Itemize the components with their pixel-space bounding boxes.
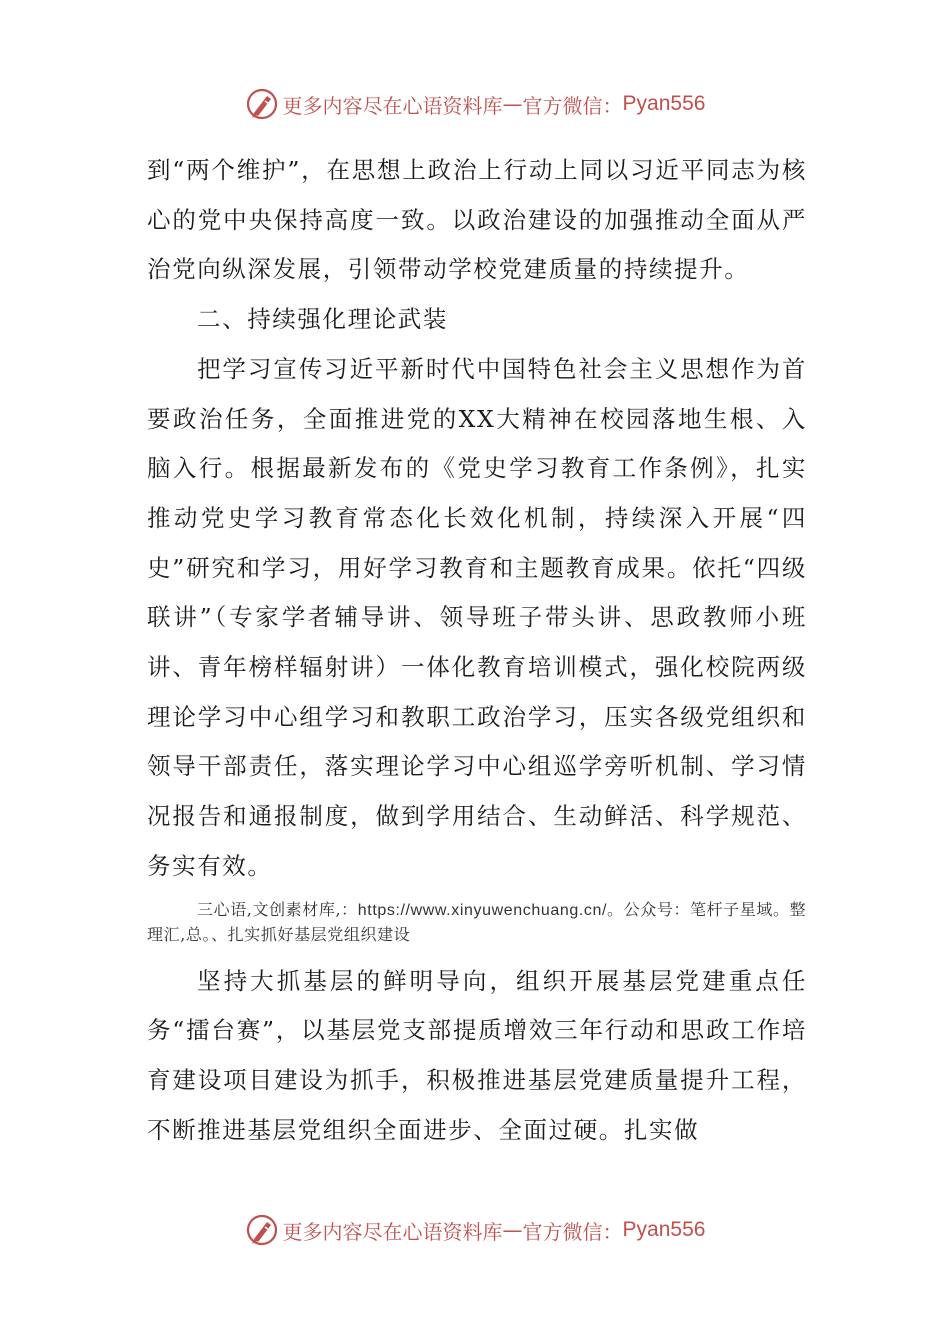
- pen-logo-icon: [245, 87, 279, 121]
- banner-lead-text: 更多内容尽在心语资料库: [282, 93, 503, 118]
- section-heading-2: 二、持续强化理论武装: [197, 305, 448, 334]
- banner-wechat-label: 官方微信：: [522, 1219, 623, 1244]
- document-body: [147, 146, 807, 1155]
- banner-wechat-label: 官方微信：: [522, 93, 623, 118]
- source-note-prefix: 三心语,文创素材库,：: [197, 899, 358, 919]
- banner-content: [245, 87, 706, 121]
- pen-logo-icon: [245, 1213, 279, 1247]
- paragraph-grassroots: 坚持大抓基层的鲜明导向，组织开展基层党建重点任务“擂台赛”，以基层党支部提质增效三年行动和思政工作培育建设项目建设为抓手，积极推进基层党建质量提升工程，不断推进基层党组织全面进步、全面过硬。扎实做: [147, 966, 807, 1144]
- source-note-url: https://www.xinyuwenchuang.cn/: [357, 901, 608, 919]
- paragraph-theory: 把学习宣传习近平新时代中国特色社会主义思想作为首要政治任务，全面推进党的XX大精神在校园落地生根、入脑入行。根据最新发布的《党史学习教育工作条例》，扎实推动党史学习教育常态化长效化机制，持续深入开展“四史”研究和学习，用好学习教育和主题教育成果。依托“四级联讲”（专家学者辅导讲、领导班子带头讲、思政教师小班讲、青年榜样辐射讲）一体化教育培训模式，强化校院两级理论学习中心组学习和教职工政治学习，压实各级党组织和领导干部责任，落实理论学习中心组巡学旁听机制、学习情况报告和通报制度，做到学用结合、生动鲜活、科学规范、务实有效。: [147, 354, 807, 880]
- paragraph-continued: 到“两个维护”，在思想上政治上行动上同以习近平同志为核心的党中央保持高度一致。以政治建设的加强推动全面从严治党向纵深发展，引领带动学校党建质量的持续提升。: [147, 156, 807, 284]
- banner-content: [245, 1213, 706, 1247]
- source-note: [147, 898, 807, 947]
- banner-separator: —: [502, 92, 523, 116]
- source-note-suffix: 。公众号：笔杆子星域。整理汇,总。、扎实抓好基层党组织建设: [147, 899, 807, 944]
- banner-separator: —: [502, 1218, 523, 1242]
- banner-wechat-id: Pyan556: [622, 92, 706, 115]
- banner-lead-text: 更多内容尽在心语资料库: [282, 1219, 503, 1244]
- header-banner: [0, 84, 950, 124]
- footer-banner: [0, 1210, 950, 1250]
- banner-wechat-id: Pyan556: [622, 1218, 706, 1241]
